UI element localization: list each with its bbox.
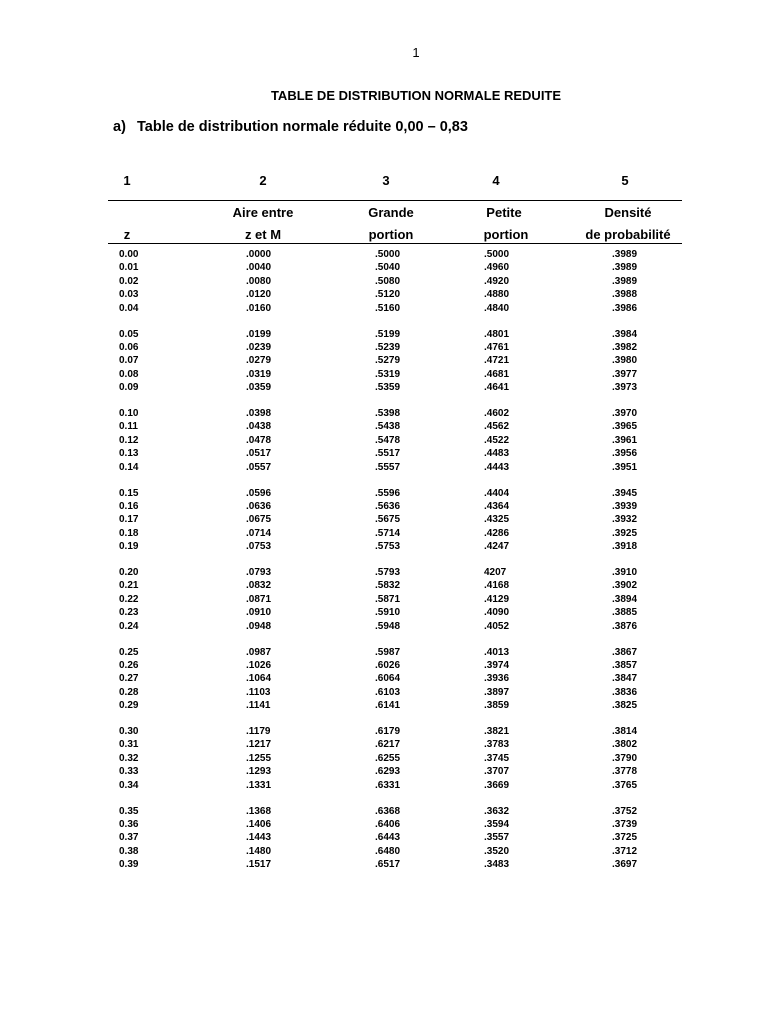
larger-portion-value: .5319 [375,368,401,380]
density-value: .3988 [612,289,638,301]
larger-portion-value: .6064 [375,673,401,685]
smaller-portion-value: .3936 [484,673,510,685]
area-value: .0279 [246,355,272,367]
smaller-portion-value: .4562 [484,421,510,433]
smaller-portion-value: .3632 [484,805,510,817]
density-value: .3778 [612,766,638,778]
larger-portion-value: .5040 [375,262,401,274]
smaller-portion-value: .3594 [484,818,510,830]
area-value: .1517 [246,859,272,871]
smaller-portion-value: .4681 [484,368,510,380]
z-value: 0.22 [119,593,139,605]
table-row [0,832,768,845]
larger-portion-value: .5753 [375,541,401,553]
density-value: .3902 [612,580,638,592]
larger-portion-value: .6443 [375,832,401,844]
density-value: .3965 [612,421,638,433]
smaller-portion-value: .3483 [484,859,510,871]
density-value: .3980 [612,355,638,367]
z-value: 0.02 [119,275,139,287]
section-title [113,119,468,135]
larger-portion-value: .5675 [375,514,401,526]
z-value: 0.19 [119,541,139,553]
table-row [0,369,768,382]
larger-portion-value: .6480 [375,845,401,857]
density-value: .3970 [612,408,638,419]
area-value: .1103 [246,686,271,698]
area-value: .0910 [246,607,272,619]
table-row [0,421,768,434]
column-numbers [0,173,768,191]
larger-portion-value: .5438 [375,421,401,433]
table-header-rule [108,243,682,244]
area-value: .0793 [246,567,272,578]
z-value: 0.21 [119,580,139,592]
density-value: .3982 [612,341,638,353]
z-value: 0.05 [119,328,139,340]
smaller-portion-value: .4641 [484,382,510,394]
larger-portion-value: .5987 [375,646,401,658]
z-value: 0.10 [119,408,139,419]
area-value: .1480 [246,845,272,857]
table-row [0,673,768,686]
area-value: .0987 [246,646,272,658]
smaller-portion-value: .4090 [484,607,510,619]
header-line2: portion [368,227,414,242]
table-row [0,726,768,739]
smaller-portion-value: .4286 [484,527,510,539]
z-value: 0.00 [119,249,139,260]
density-value: .3894 [612,593,638,605]
density-value: .3814 [612,726,638,737]
density-value: .3739 [612,818,638,830]
table-row [0,408,768,421]
table-body [0,249,768,899]
header-line2: z et M [244,227,282,242]
larger-portion-value: .5120 [375,289,401,301]
z-value: 0.39 [119,859,139,871]
area-value: .0000 [246,249,272,260]
table-row [0,819,768,832]
density-value: .3725 [612,832,638,844]
area-value: .1141 [246,700,271,712]
density-value: .3790 [612,752,638,764]
area-value: .0160 [246,302,272,314]
area-value: .1331 [246,779,272,791]
z-value: 0.07 [119,355,139,367]
smaller-portion-value: .4052 [484,620,510,632]
table-row [0,660,768,673]
header-line2: z [123,227,131,242]
header-line1: Densité [604,205,652,220]
area-value: .0714 [246,527,272,539]
density-value: .3712 [612,845,638,857]
larger-portion-value: .6179 [375,726,401,737]
density-value: .3918 [612,541,638,553]
smaller-portion-value: .4960 [484,262,510,274]
z-value: 0.17 [119,514,139,526]
area-value: .1255 [246,752,272,764]
z-value: 0.34 [119,779,139,791]
area-value: .0438 [246,421,272,433]
table-row [0,342,768,355]
larger-portion-value: .5199 [375,328,401,340]
area-value: .1064 [246,673,272,685]
density-value: .3986 [612,302,638,314]
table-row [0,501,768,514]
table-headers [0,205,768,243]
area-value: .1293 [246,766,272,778]
z-value: 0.20 [119,567,139,578]
larger-portion-value: .6293 [375,766,401,778]
z-value: 0.36 [119,818,139,830]
smaller-portion-value: .4522 [484,434,510,446]
area-value: .1217 [246,739,272,751]
area-value: .0040 [246,262,272,274]
header-line1: Petite [486,205,522,220]
header-line2: de probabilité [585,227,671,242]
density-value: .3925 [612,527,638,539]
page-title: TABLE DE DISTRIBUTION NORMALE REDUITE [270,88,562,103]
larger-portion-value: .6406 [375,818,401,830]
smaller-portion-value: .4801 [484,328,510,340]
area-value: .0675 [246,514,272,526]
area-value: .0080 [246,275,272,287]
area-value: .0832 [246,580,272,592]
z-value: 0.04 [119,302,139,314]
smaller-portion-value: .4247 [484,541,510,553]
z-value: 0.23 [119,607,139,619]
column-number: 3 [382,173,390,188]
larger-portion-value: .5279 [375,355,401,367]
density-value: .3973 [612,382,638,394]
table-row [0,700,768,713]
smaller-portion-value: .3783 [484,739,510,751]
density-value: .3910 [612,567,638,578]
larger-portion-value: .5596 [375,487,401,499]
smaller-portion-value: .3669 [484,779,510,791]
larger-portion-value: .6331 [375,779,401,791]
smaller-portion-value: 4207 [484,567,507,578]
area-value: .0398 [246,408,272,419]
z-value: 0.16 [119,500,139,512]
area-value: .0636 [246,500,272,512]
table-row [0,462,768,475]
larger-portion-value: .5910 [375,607,401,619]
larger-portion-value: .5636 [375,500,401,512]
table-row [0,687,768,700]
z-value: 0.29 [119,700,139,712]
smaller-portion-value: .4443 [484,461,510,473]
density-value: .3951 [612,461,638,473]
area-value: .1179 [246,726,271,737]
larger-portion-value: .6217 [375,739,401,751]
larger-portion-value: .5080 [375,275,401,287]
z-value: 0.18 [119,527,139,539]
smaller-portion-value: .4168 [484,580,510,592]
z-value: 0.31 [119,739,139,751]
z-value: 0.35 [119,805,139,817]
larger-portion-value: .5793 [375,567,401,578]
header-line1: Grande [368,205,414,220]
area-value: .1443 [246,832,272,844]
table-row [0,780,768,793]
smaller-portion-value: .4721 [484,355,510,367]
smaller-portion-value: .3897 [484,686,510,698]
density-value: .3867 [612,646,638,658]
z-value: 0.30 [119,726,139,737]
density-value: .3945 [612,487,638,499]
larger-portion-value: .6103 [375,686,401,698]
density-value: .3825 [612,700,638,712]
column-number: 5 [621,173,629,188]
table-row [0,435,768,448]
z-value: 0.38 [119,845,139,857]
area-value: .0871 [246,593,272,605]
larger-portion-value: .5398 [375,408,401,419]
header-line1: Aire entre [232,205,294,220]
area-value: .0319 [246,368,272,380]
table-row [0,594,768,607]
area-value: .1406 [246,818,272,830]
table-row [0,514,768,527]
smaller-portion-value: .4602 [484,408,510,419]
table-row [0,355,768,368]
density-value: .3956 [612,448,638,460]
table-row [0,329,768,342]
z-value: 0.09 [119,382,139,394]
density-value: .3752 [612,805,638,817]
density-value: .3885 [612,607,638,619]
smaller-portion-value: .4880 [484,289,510,301]
table-row [0,739,768,752]
table-row [0,541,768,554]
smaller-portion-value: .4920 [484,275,510,287]
larger-portion-value: .5948 [375,620,401,632]
area-value: .0359 [246,382,272,394]
z-value: 0.32 [119,752,139,764]
area-value: .0199 [246,328,272,340]
area-value: .0948 [246,620,272,632]
table-row [0,249,768,262]
smaller-portion-value: .3520 [484,845,510,857]
z-value: 0.13 [119,448,139,460]
table-row [0,846,768,859]
smaller-portion-value: .4840 [484,302,510,314]
area-value: .0753 [246,541,272,553]
density-value: .3697 [612,859,638,871]
z-value: 0.06 [119,341,139,353]
table-row [0,647,768,660]
density-value: .3977 [612,368,638,380]
smaller-portion-value: .3974 [484,659,510,671]
larger-portion-value: .6255 [375,752,401,764]
z-value: 0.11 [119,421,138,433]
smaller-portion-value: .3557 [484,832,510,844]
smaller-portion-value: .3745 [484,752,510,764]
smaller-portion-value: .4761 [484,341,510,353]
density-value: .3989 [612,249,638,260]
z-value: 0.26 [119,659,139,671]
smaller-portion-value: .4129 [484,593,510,605]
smaller-portion-value: .3821 [484,726,510,737]
larger-portion-value: .5557 [375,461,401,473]
table-row [0,303,768,316]
table-row [0,567,768,580]
z-value: 0.15 [119,487,139,499]
larger-portion-value: .5714 [375,527,401,539]
density-value: .3836 [612,686,638,698]
table-row [0,766,768,779]
larger-portion-value: .5239 [375,341,401,353]
z-value: 0.01 [119,262,139,274]
z-value: 0.08 [119,368,139,380]
larger-portion-value: .5478 [375,434,401,446]
area-value: .1026 [246,659,272,671]
density-value: .3984 [612,328,638,340]
table-row [0,859,768,872]
z-value: 0.14 [119,461,139,473]
larger-portion-value: .5517 [375,448,401,460]
smaller-portion-value: .4013 [484,646,510,658]
smaller-portion-value: .5000 [484,249,510,260]
z-value: 0.28 [119,686,139,698]
z-value: 0.03 [119,289,139,301]
density-value: .3961 [612,434,638,446]
table-row [0,382,768,395]
table-row [0,580,768,593]
area-value: .0239 [246,341,272,353]
area-value: .0596 [246,487,272,499]
larger-portion-value: .6026 [375,659,401,671]
smaller-portion-value: .4483 [484,448,510,460]
table-row [0,806,768,819]
z-value: 0.33 [119,766,139,778]
larger-portion-value: .6368 [375,805,401,817]
area-value: .0120 [246,289,272,301]
smaller-portion-value: .3707 [484,766,510,778]
density-value: .3802 [612,739,638,751]
area-value: .1368 [246,805,272,817]
column-number: 2 [259,173,267,188]
table-row [0,276,768,289]
column-number: 1 [123,173,131,188]
larger-portion-value: .5160 [375,302,401,314]
larger-portion-value: .5871 [375,593,401,605]
larger-portion-value: .5000 [375,249,401,260]
larger-portion-value: .6517 [375,859,401,871]
area-value: .0478 [246,434,272,446]
column-number: 4 [492,173,500,188]
density-value: .3932 [612,514,638,526]
table-row [0,621,768,634]
area-value: .0557 [246,461,272,473]
area-value: .0517 [246,448,272,460]
z-value: 0.37 [119,832,139,844]
section-text: Table de distribution normale réduite 0,00 – 0,83 [137,119,468,135]
z-value: 0.27 [119,673,139,685]
table-row [0,753,768,766]
larger-portion-value: .6141 [375,700,401,712]
density-value: .3876 [612,620,638,632]
page-number: 1 [412,45,420,60]
table-row [0,289,768,302]
z-value: 0.12 [119,434,139,446]
density-value: .3939 [612,500,638,512]
density-value: .3857 [612,659,638,671]
table-row [0,607,768,620]
section-letter: a) [113,119,126,135]
table-row [0,448,768,461]
density-value: .3989 [612,262,638,274]
density-value: .3765 [612,779,638,791]
z-value: 0.24 [119,620,139,632]
header-line2: portion [483,227,529,242]
larger-portion-value: .5832 [375,580,401,592]
density-value: .3989 [612,275,638,287]
table-row [0,262,768,275]
smaller-portion-value: .4325 [484,514,510,526]
table-row [0,528,768,541]
smaller-portion-value: .4404 [484,487,510,499]
table-row [0,488,768,501]
smaller-portion-value: .3859 [484,700,510,712]
density-value: .3847 [612,673,638,685]
z-value: 0.25 [119,646,139,658]
table-top-rule [108,200,682,201]
smaller-portion-value: .4364 [484,500,510,512]
larger-portion-value: .5359 [375,382,401,394]
